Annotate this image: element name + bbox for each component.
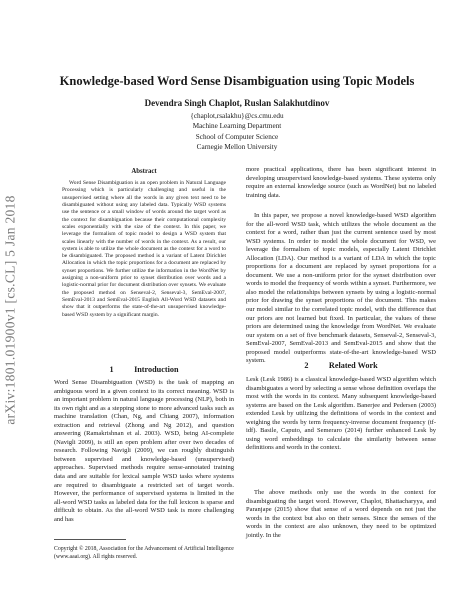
- affiliation-department: Machine Learning Department: [192, 122, 282, 131]
- related-work-heading: 2 Related Work: [304, 361, 378, 370]
- related-work-paragraph-1: Lesk (Lesk 1986) is a classical knowledge-based WSD algorithm which disambiguates a word by selecting a sense whose definition overlaps the most with the words in its context. Many subsequent knowledge-based systems are based on the Lesk algorithm. Banerjee and Pedersen (2003) extended Lesk by utilizing the definitions of words in the context and weighing the words by term frequency-inverse document frequency (tf-idf). Basile, Caputo, and Semeraro (2014) further enhanced Lesk by using word embeddings to calculate the similarity between sense definitions and words in the context.: [246, 376, 436, 452]
- contribution-paragraph: In this paper, we propose a novel knowledge-based WSD algorithm for the all-word WSD task, which utilizes the whole document as the context for a word, rather than just the current sentence used by most WSD systems. In order to model the whole document for WSD, we leverage the formalism of topic models, especially Latent Dirichlet Allocation (LDA). Our method is a variant of LDA in which the topic proportions for a document are replaced by synset proportions for a document. We use a non-uniform prior for the synset distribution over words to model the frequency of words within a synset. Furthermore, we also model the relationships between synsets by using a logistic-normal prior for drawing the synset proportions of the document. This makes our model similar to the correlated topic model, with the difference that our priors are not learned but fixed. In particular, the values of these priors are determined using the knowledge from WordNet. We evaluate our system on a set of five benchmark datasets, Senseval-2, Senseval-3, SemEval-2007, SemEval-2013 and SemEval-2015 and show that the proposed model outperforms state-of-the-art knowledge-based WSD system.: [246, 212, 436, 365]
- arxiv-side-stamp: [0, 130, 22, 490]
- copyright-footnote: Copyright © 2018, Association for the Advancement of Artificial Intelligence (www.aaai.org). All rights reserved.: [54, 546, 234, 560]
- author-affiliation: [40, 111, 434, 153]
- affiliation-school: School of Computer Science: [195, 132, 279, 141]
- paper-title: Knowledge-based Word Sense Disambiguation using Topic Models: [59, 74, 415, 88]
- related-work-paragraph-2: The above methods only use the words in the context for disambiguating the target word. However, Chaplot, Bhattacharyya, and Paranjape (2015) show that sense of a word depends on not just the words in the context but also on their senses. Since the senses of the words in the context are also unknown, they need to be optimized jointly. In the: [246, 489, 436, 539]
- footnote-rule: [54, 539, 126, 540]
- abstract-heading: Abstract: [131, 168, 157, 175]
- author-email: {chaplot,rsalakhu}@cs.cmu.edu: [190, 112, 284, 120]
- introduction-heading: 1 Introduction: [109, 365, 179, 374]
- right-column-continuation: more practical applications, there has been significant interest in developing unsupervised knowledge-based systems. These systems only require an external knowledge source (such as WordNet) but no labeled training data.: [246, 166, 436, 199]
- arxiv-identifier: arXiv:1801.01900v1 [cs.CL] 5 Jan 2018: [3, 195, 19, 425]
- introduction-paragraph: Word Sense Disambiguation (WSD) is the task of mapping an ambiguous word in a given context to its correct meaning. WSD is an important problem in natural language processing (NLP), both in its own right and as a stepping stone to more advanced tasks such as machine translation (Chan, Ng, and Chiang 2007), information extraction and retrieval (Zhong and Ng 2012), and question answering (Ramakrishnan et al. 2003). WSD, being AI-complete (Navigli 2009), is still an open problem after over two decades of research. Following Navigli (2009), we can roughly distinguish between supervised and knowledge-based (unsupervised) approaches. Supervised methods require sense-annotated training data and are suitable for lexical sample WSD tasks where systems are required to disambiguate a restricted set of target words. However, the performance of supervised systems is limited in the all-word WSD tasks as labeled data for the full lexicon is sparse and difficult to obtain. As the all-word WSD task is more challenging and has: [54, 379, 234, 523]
- affiliation-university: Carnegie Mellon University: [196, 143, 278, 152]
- paper-authors: Devendra Singh Chaplot, Ruslan Salakhutdinov: [144, 98, 330, 108]
- abstract-text: Word Sense Disambiguation is an open problem in Natural Language Processing which is particularly challenging and useful in the unsupervised setting where all the words in any given text need to be disambiguated without using any labeled data. Typically WSD systems use the sentence or a small window of words around the target word as the context for disambiguation because their computational complexity scales exponentially with the size of the context. In this paper, we leverage the formalism of topic model to design a WSD system that scales linearly with the number of words in the context. As a result, our system is able to utilize the whole document as the context for a word to be disambiguated. The proposed method is a variant of Latent Dirichlet Allocation in which the topic proportions for a document are replaced by synset proportions. We further utilize the information in the WordNet by assigning a non-uniform prior to synset distribution over words and a logistic-normal prior for document distribution over synsets. We evaluate the proposed method on Senseval-2, Senseval-3, SemEval-2007, SemEval-2013 and SemEval-2015 English All-Word WSD datasets and show that it outperforms the state-of-the-art unsupervised knowledge-based WSD system by a significant margin.: [62, 180, 226, 318]
